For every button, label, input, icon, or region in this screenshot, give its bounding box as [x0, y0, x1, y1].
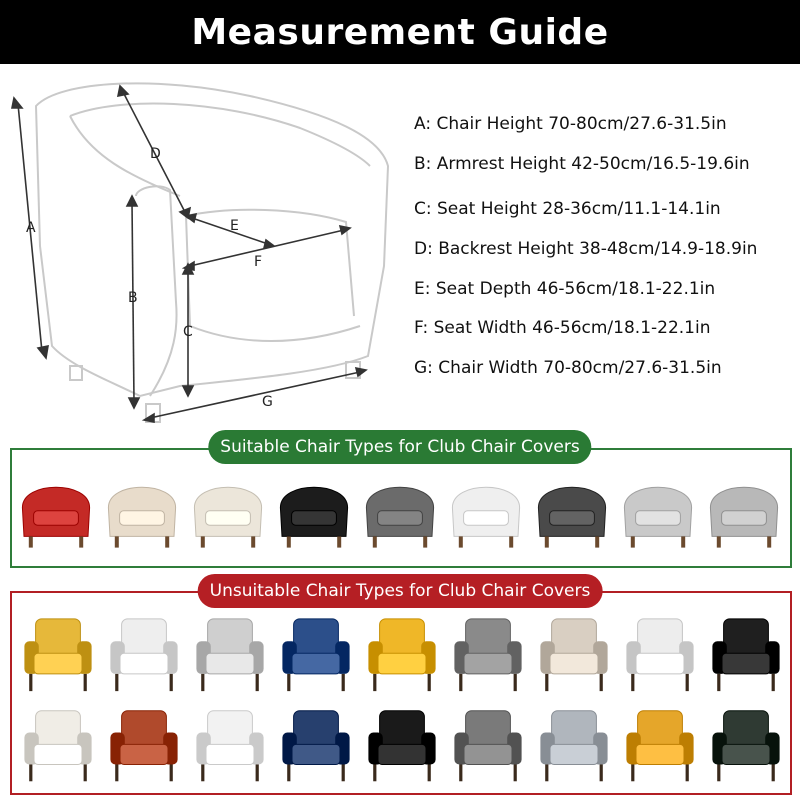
rust-armchair-image — [104, 704, 184, 788]
spec-chair-height: A: Chair Height 70-80cm/27.6-31.5in — [414, 114, 727, 134]
white-swivel-chair-image — [104, 612, 184, 698]
navy-button-armchair-image — [276, 704, 356, 788]
light-gray-metal-frame-chair-image — [618, 474, 698, 554]
diagram-label-b: B — [128, 290, 138, 306]
navy-armchair-image — [276, 612, 356, 698]
gray-leather-armchair-image — [448, 704, 528, 788]
header-banner — [0, 0, 800, 64]
chair-measurement-diagram — [0, 66, 420, 446]
chair-outline-svg — [0, 66, 420, 446]
dark-green-swivel-chair-image — [706, 704, 786, 788]
white-barrel-swivel-chair-image — [18, 704, 98, 788]
black-leather-armchair-image — [362, 704, 442, 788]
yellow-armchair-image — [18, 612, 98, 698]
diagram-label-e: E — [230, 218, 239, 234]
black-leather-tub-chair-image — [274, 474, 354, 554]
gray-tub-chair-image — [360, 474, 440, 554]
beige-tub-chair-image — [102, 474, 182, 554]
unsuitable-chairs-title: Unsuitable Chair Types for Club Chair Covers — [198, 574, 603, 608]
cream-tub-chair-image — [188, 474, 268, 554]
page-title: Measurement Guide — [191, 11, 609, 53]
spec-armrest-height: B: Armrest Height 42-50cm/16.5-19.6in — [414, 154, 750, 174]
gray-metal-loop-chair-image — [704, 474, 784, 554]
spec-backrest-height: D: Backrest Height 38-48cm/14.9-18.9in — [414, 239, 758, 259]
white-chesterfield-chair-image — [190, 704, 270, 788]
spec-seat-height: C: Seat Height 28-36cm/11.1-14.1in — [414, 199, 721, 219]
diagram-label-d: D — [150, 146, 161, 162]
dark-gray-swivel-tub-chair-image — [532, 474, 612, 554]
white-tufted-tub-chair-image — [446, 474, 526, 554]
black-leather-lounge-chair-image — [706, 612, 786, 698]
mustard-armchair-image — [620, 704, 700, 788]
beige-armchair-image — [534, 612, 614, 698]
suitable-chairs-title: Suitable Chair Types for Club Chair Covers — [208, 430, 591, 464]
white-armchair-image — [620, 612, 700, 698]
spec-seat-depth: E: Seat Depth 46-56cm/18.1-22.1in — [414, 279, 716, 299]
yellow-wingback-chair-image — [362, 612, 442, 698]
gray-tufted-armchair-image — [190, 612, 270, 698]
red-tub-chair-image — [16, 474, 96, 554]
diagram-label-g: G — [262, 394, 273, 410]
diagram-label-a: A — [26, 220, 36, 236]
striped-armchair-image — [534, 704, 614, 788]
diagram-label-c: C — [183, 324, 193, 340]
gray-wingback-chair-image — [448, 612, 528, 698]
spec-chair-width: G: Chair Width 70-80cm/27.6-31.5in — [414, 358, 722, 378]
diagram-label-f: F — [254, 254, 263, 270]
spec-seat-width: F: Seat Width 46-56cm/18.1-22.1in — [414, 318, 711, 338]
